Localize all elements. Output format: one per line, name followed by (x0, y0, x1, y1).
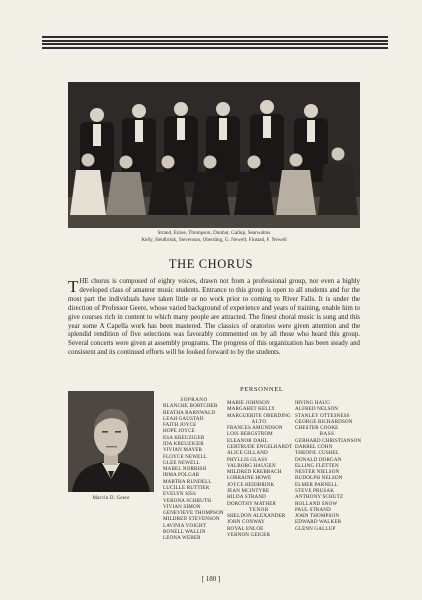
member-name: CHESTER COOKE (295, 425, 339, 432)
member-name: ROLLAND SNOW (295, 500, 338, 507)
alto-top-list (227, 400, 291, 419)
member-name: STEVE PRUSAK (295, 487, 335, 494)
section-title: THE CHORUS (168, 257, 254, 271)
member-name: STANLEY OTTESNESS (295, 412, 350, 419)
member-name: DARREL COHN (295, 443, 333, 450)
member-name: LUCILLE RUTTIER (163, 484, 210, 491)
member-name: MARIE JOHNSON (227, 400, 270, 406)
member-name: GERTRUDE ENGELHARDT (227, 443, 293, 450)
member-name: LAVINIA VOIGHT (163, 522, 207, 529)
chorus-description (68, 278, 360, 358)
member-name: JOYCE HEIDBRINK (227, 481, 275, 488)
member-name: FAITH JOYCE (163, 422, 197, 429)
member-name: VERNON GEIGER (227, 531, 271, 538)
photo-caption-line-1: Strand, Enloe, Thompson, Dunbar, Gallup, Searwaltus (157, 230, 271, 236)
decorative-rule-band (42, 36, 388, 50)
personnel-heading: PERSONNEL (240, 386, 284, 393)
member-name: LEAH GAUSTAD (163, 415, 204, 422)
member-name: ELMER PARNELL (295, 481, 338, 488)
member-name: VERONA SCHRUTH (163, 497, 212, 504)
member-name: IDA KREUZIGER (163, 440, 204, 447)
member-name: FRANCES AMUNDSON (227, 425, 283, 432)
member-name: DONALD DORGAN (295, 456, 342, 463)
member-name: EVELYN SISS (163, 491, 196, 498)
member-name: BEATHA BARNWALD (163, 409, 216, 416)
alto-tenor-column (227, 400, 291, 538)
member-name: RUDOLPH NELSON (295, 475, 343, 482)
member-name: IRMA POLGAR (163, 472, 200, 479)
member-name: BONELL WALLIN (163, 528, 206, 535)
member-name: HOPE JOYCE (163, 428, 195, 435)
member-name: LOIS BERGSTROM (227, 431, 273, 438)
member-name: GERHARD CHRISTIANSON (295, 437, 362, 444)
page-number: [ 180 ] (201, 575, 221, 583)
director-portrait (68, 391, 154, 492)
member-name: ESA KREUZIGER (163, 434, 205, 441)
member-name: SHELDON ALEXANDER (227, 513, 286, 520)
member-name: JOHN THOMPSON (295, 513, 340, 520)
member-name: VALBORG HAUGEN (227, 462, 276, 469)
portrait-caption: Marvin D. Geere (92, 496, 130, 501)
member-name: JEAN MCINTYRE (227, 487, 270, 494)
member-name: IRVING HAUG (295, 400, 331, 406)
tenor-heading: TENOR (249, 506, 269, 513)
bass-list (295, 437, 362, 532)
member-name: ELEANOR DAHL (227, 437, 268, 444)
soprano-list (163, 403, 225, 541)
member-name: ANTHONY SCHUTZ (295, 494, 344, 501)
chorus-group-photo (68, 82, 360, 228)
photo-caption (68, 230, 360, 243)
bass-column (295, 400, 362, 532)
member-name: GLEE NEWELL (163, 459, 200, 466)
member-name: LORRAINE HOWE (227, 475, 272, 482)
member-name: LEONA WEBER (163, 535, 201, 542)
member-name: THEOFIL CUSHEL (295, 450, 340, 457)
chorus-description-text: HE chorus is composed of eighty voices, drawn not from a professional group, nor even a highly developed class of amateur music students. Entrance to this group is open to all students and for the most part the individuals have taken little or no work prior to coming to River Falls. It is under the direction of Professor Geere, whose varied background of experience and years of training, enable him to give courses rich in content to which many people are attracted. The finest choral music is sung and this year some A Capella work has been mastered. The classics of oratorios were given attention and the splendid rendition of five selections was favorably commented on by all those who heard this group. Several concerts were given at assembly programs. The progress of this organization has been steady and consistent and its continued efforts will be looked forward to by the students. (68, 278, 360, 357)
member-name: FLOYCE NEWELL (163, 453, 207, 460)
photo-caption-line-2: Kelly, Heidbrink, Stevenson, Oberding, G. Newell, Finstad, F. Newell (141, 236, 287, 243)
member-name: NESTER NIELSON (295, 469, 340, 476)
member-name: VIVIAN SIMON (163, 503, 201, 510)
drop-cap: T (68, 277, 79, 296)
member-name: VIVIAN MAYER (163, 447, 203, 454)
member-name: JOHN CONWAY (227, 519, 265, 526)
soprano-heading: SOPRANO (180, 397, 208, 403)
bass-heading: BASS (319, 431, 335, 438)
member-name: MARTHA RUNDELL (163, 478, 212, 485)
member-name: MABEL NORRISH (163, 466, 207, 473)
member-name: ALFRED NELSON (295, 406, 339, 413)
soprano-column (163, 397, 225, 541)
member-name: BLANCHE BORTCHER (163, 403, 218, 410)
member-name: EDWARD WALKER (295, 519, 342, 526)
member-name: ALICE GILLAND (227, 450, 268, 457)
member-name: PAUL STRAND (295, 506, 331, 513)
member-name: MILDRED STEVENSON (163, 516, 220, 523)
alto-list (227, 425, 291, 507)
member-name: ROYAL ENLOE (227, 525, 264, 532)
member-name: GLENN GALLUP (295, 525, 336, 532)
member-name: DOROTHY MATHER (227, 500, 277, 507)
member-name: HILDA STRAND (227, 494, 267, 501)
member-name: MARGUERITE OBERDING (227, 412, 291, 419)
tenor-continued-list (295, 400, 359, 431)
alto-heading: ALTO (251, 418, 267, 425)
member-name: ELLING FLETTEN (295, 462, 339, 469)
member-name: MARGARET KELLY (227, 406, 276, 413)
member-name: GEORGE RICHARDSON (295, 418, 353, 425)
member-name: GENEVIEVE THOMPSON (163, 510, 224, 517)
member-name: MILDRED KREBBACH (227, 469, 282, 476)
member-name: PHYLLIS GLASS (227, 456, 268, 463)
tenor-list (227, 513, 291, 538)
